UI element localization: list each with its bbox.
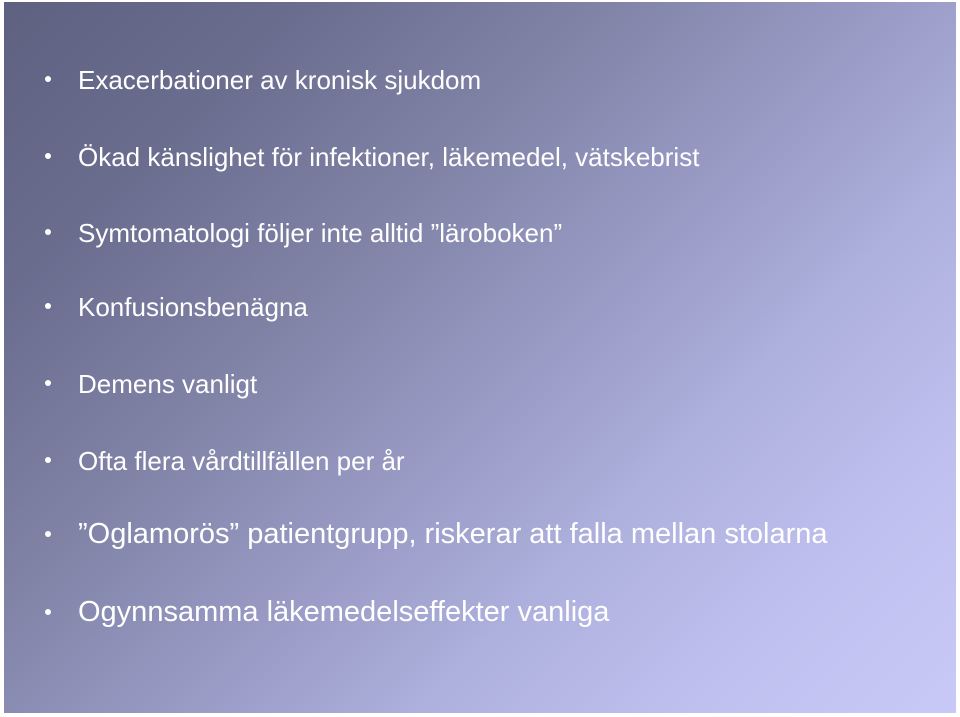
bullet-text: Ofta flera vårdtillfällen per år [78,446,405,476]
slide [4,2,956,713]
bullet-item [4,60,944,100]
bullet-item [4,364,944,404]
bullet-text: Ogynnsamma läkemedelseffekter vanliga [78,596,610,628]
bullet-text: Demens vanligt [78,369,258,399]
bullet-dot-icon [45,303,51,309]
bullet-dot-icon [45,531,51,537]
bullet-item [4,514,944,554]
bullet-item [4,213,944,253]
bullet-text: Ökad känslighet för infektioner, läkemedel, vätskebrist [78,142,700,172]
bullet-item [4,137,944,177]
bullet-dot-icon [45,76,51,82]
bullet-dot-icon [45,609,51,615]
bullet-item [4,287,944,327]
bullet-dot-icon [45,153,51,159]
bullet-dot-icon [45,380,51,386]
bullet-text: Exacerbationer av kronisk sjukdom [78,65,482,95]
bullet-text: Symtomatologi följer inte alltid ”läroboken” [78,218,563,248]
bullet-dot-icon [45,457,51,463]
bullet-item [4,441,944,481]
bullet-text: Konfusionsbenägna [78,292,308,322]
bullet-text: ”Oglamorös” patientgrupp, riskerar att falla mellan stolarna [78,518,828,550]
bullet-dot-icon [45,229,51,235]
bullet-item [4,592,944,632]
